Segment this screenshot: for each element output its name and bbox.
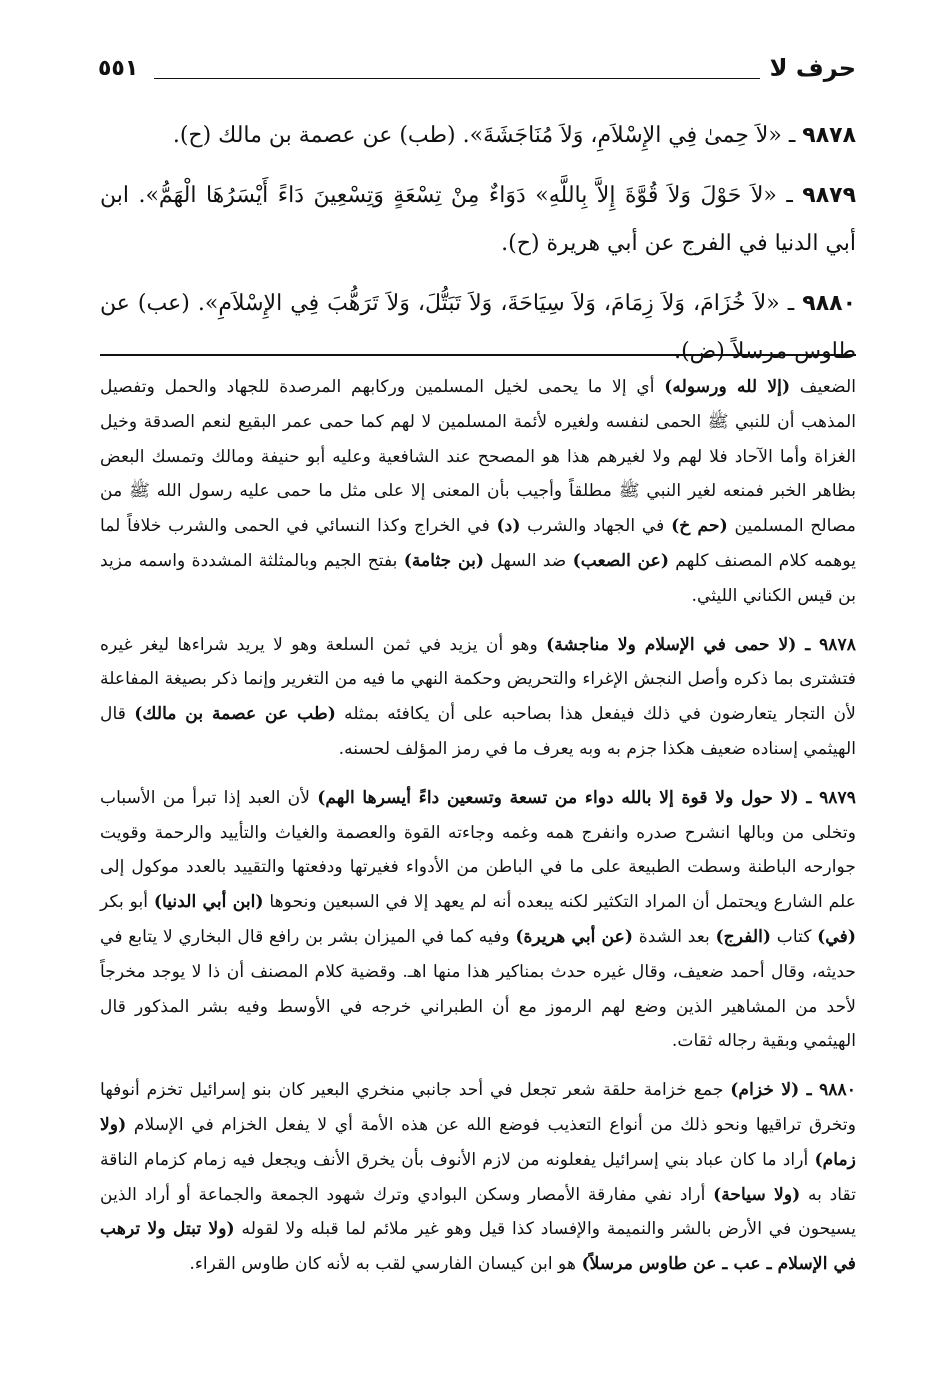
commentary-text-run: في الجهاد والشرب [520,516,672,537]
commentary-text-run: كتاب [771,926,818,947]
hadith-item: ٩٨٧٨ ـ «لاَ حِمىٰ فِي الإِسْلاَمِ، وَلاَ مُنَاجَشَةَ». (طب) عن عصمة بن مالك (ح). [172,123,856,148]
hadith-text: «لاَ حِمىٰ فِي الإِسْلاَمِ، وَلاَ مُنَاجَشَةَ». (طب) عن عصمة بن مالك (ح). [172,123,782,148]
commentary-text-run: جمع خزامة حلقة شعر تجعل في أحد جانبي منخري البعير كان بنو إسرائيل تخزم أنوفها وتخرق تراقيها ونحو ذلك من أنواع التعذيب فوضع الله عن هذه الأمة أي لا يفعل الخزام في الإسلام [100,1080,856,1135]
commentary-bold-run: (عن الصعب) [572,550,670,571]
commentary-paragraph [100,781,856,1059]
commentary-bold-run: (إلا لله ورسوله) [664,377,791,397]
commentary-text-run: لأن العبد إذا تبرأ من الأسباب وتخلى من وبالها انشرح صدره وانفرج همه وغمه وجاءته القوة والعصمة والغياث والتأييد والرحمة وقويت جوارحه الباطنة وسطت الطبيعة على ما في الباطن من الأدواء فغيرتها ودفعتها والتقييد بالعدد موكول إلى علم الشارع ويحتمل أن المراد التكثير لكنه يبعده أنه لم يعهد إلا في السبعين ونحوها [100,787,856,913]
commentary-bold-run: (بن جثامة) [403,550,485,571]
commentary-bold-run: ٩٨٨٠ ـ (لا خزام) [730,1080,856,1101]
commentary-bold-run: (ولا زمام) [100,1114,856,1170]
commentary-bold-run: (عن أبي هريرة) [515,926,634,947]
chapter-title: حرف لا [769,54,856,82]
commentary-bold-run: (في) [817,926,856,947]
commentary-text-run: هو ابن كيسان الفارسي لقب به لأنه كان طاوس القراء. [189,1254,582,1275]
commentary-bold-run: (حم خ) [671,516,728,537]
hadith-list [100,112,856,388]
commentary-text-run: أراد نفي مفارقة الأمصار وسكن البوادي وترك شهود الجمعة والجماعة أو أراد الذين يسيحون في الأرض بالشر والنميمة والإفساد كذا قيل وهو غير ملائم لما قبله ولا لقوله [100,1184,857,1240]
commentary-paragraph [100,628,856,767]
commentary-paragraph [100,1073,856,1282]
commentary-text-run: بعد الشدة [633,926,716,947]
commentary-bold-run: (الفرج) [715,926,772,947]
commentary-bold-run: (ولا سياحة) [713,1184,801,1205]
commentary-text-run: بفتح الجيم وبالمثلثة المشددة واسمه مزيد بن قيس الكناني الليثي. [100,550,856,606]
hadith-number: ٩٨٨٠ [802,291,856,316]
hadith-number: ٩٨٧٨ [802,123,856,148]
commentary-bold-run: (ابن أبي الدنيا) [153,892,264,913]
page-number: ٥٥١ [98,56,139,81]
hadith-text: «لاَ خُزَامَ، وَلاَ زِمَامَ، وَلاَ سِيَاحَةَ، وَلاَ تَبَتُّلَ، وَلاَ تَرَهُّبَ فِي الإِسْلاَمِ». (عب) عن طاوس مرسلاً (ض). [100,291,856,364]
section-divider [100,354,856,356]
commentary-bold-run: ٩٨٧٨ ـ (لا حمى في الإسلام ولا مناجشة) [546,634,857,655]
commentary-text-run: قال الهيثمي إسناده ضعيف هكذا جزم به وبه يعرف ما في رمز المؤلف لحسنه. [100,704,856,759]
commentary-text-run: أي إلا ما يحمى لخيل المسلمين وركابهم المرصدة للجهاد والحمل وتفصيل المذهب أن للنبي ﷺ الحمى لنفسه ولغيره لأئمة المسلمين لا لهم كما حمى عمر البقيع لنعم الصدقة وخيل الغزاة وأما الآحاد فلا لهم ولا لغيرهم هذا هو المصحح عند الشافعية وعليه أبو حنيفة ومالك وتمسك البعض بظاهر الخبر فمنعه لغير النبي ﷺ مطلقاً وأجيب بأن المعنى إلا على مثل ما حمى عليه رسول الله ﷺ من مصالح المسلمين [100,377,857,537]
commentary-bold-run: (د) [496,516,521,537]
commentary-bold-run: (طب عن عصمة بن مالك) [134,704,336,725]
commentary-text-run: أبو بكر [100,892,154,913]
commentary-paragraph [100,370,856,614]
commentary-text-run: وهو أن يزيد في ثمن السلعة وهو لا يريد شراءها ليغر غيره فتشترى بما ذكره وأصل النجش الإغراء والتحريض وحكمة النهي ما فيه من التغرير وإنما ذكر بصيغة المفاعلة لأن التجار يتعارضون في ذلك فيفعل هذا بصاحبه على أن يكافئه بمثله [100,634,856,725]
header-rule [154,78,760,79]
commentary-bold-run: ٩٨٧٩ ـ (لا حول ولا قوة إلا بالله دواء من تسعة وتسعين داءً أيسرها الهم) [317,787,856,808]
commentary-text-run: ضد السهل [484,550,573,571]
hadith-text: «لاَ حَوْلَ وَلاَ قُوَّةَ إِلاَّ بِاللَّهِ» دَوَاءٌ مِنْ تِسْعَةٍ وَتِسْعِينَ دَاءً أَيْسَرُهَا الْهَمُّ». ابن أبي الدنيا في الفرج عن أبي هريرة (ح). [100,183,856,256]
page-header [98,48,856,94]
commentary-text-run: وفيه كما في الميزان بشر بن رافع قال البخاري لا يتابع في حديثه، وقال أحمد ضعيف، وقال غيره حدث بمناكير هذا منها اهـ. وقضية كلام المصنف أن ذا لا يوجد مخرجاً لأحد من المشاهير الذين وضع لهم الرموز مع أن الطبراني خرجه في الأوسط وفيه بشر المذكور قال الهيثمي وبقية رجاله ثقات. [100,926,856,1052]
commentary-section [100,370,856,1296]
commentary-text-run: أراد ما كان عباد بني إسرائيل يفعلونه من لازم الأنوف بأن يخرق الأنف ويجعل فيه زمام كزمام الناقة تقاد به [100,1149,857,1205]
commentary-bold-run: (ولا تبتل ولا ترهب في الإسلام ـ عب ـ عن طاوس مرسلاً) [100,1219,856,1275]
commentary-text-run: الضعيف [790,377,856,397]
commentary-text-run: في الخراج وكذا النسائي في الحمى والشرب خلافاً لما يوهمه كلام المصنف كلهم [100,516,856,571]
hadith-number: ٩٨٧٩ [802,183,856,208]
hadith-item: ٩٨٨٠ ـ «لاَ خُزَامَ، وَلاَ زِمَامَ، وَلاَ سِيَاحَةَ، وَلاَ تَبَتُّلَ، وَلاَ تَرَهُّبَ فِي الإِسْلاَمِ». (عب) عن طاوس مرسلاً (ض). [100,291,856,364]
hadith-item: ٩٨٧٩ ـ «لاَ حَوْلَ وَلاَ قُوَّةَ إِلاَّ بِاللَّهِ» دَوَاءٌ مِنْ تِسْعَةٍ وَتِسْعِينَ دَاءً أَيْسَرُهَا الْهَمُّ». ابن أبي الدنيا في الفرج عن أبي هريرة (ح). [100,183,856,256]
